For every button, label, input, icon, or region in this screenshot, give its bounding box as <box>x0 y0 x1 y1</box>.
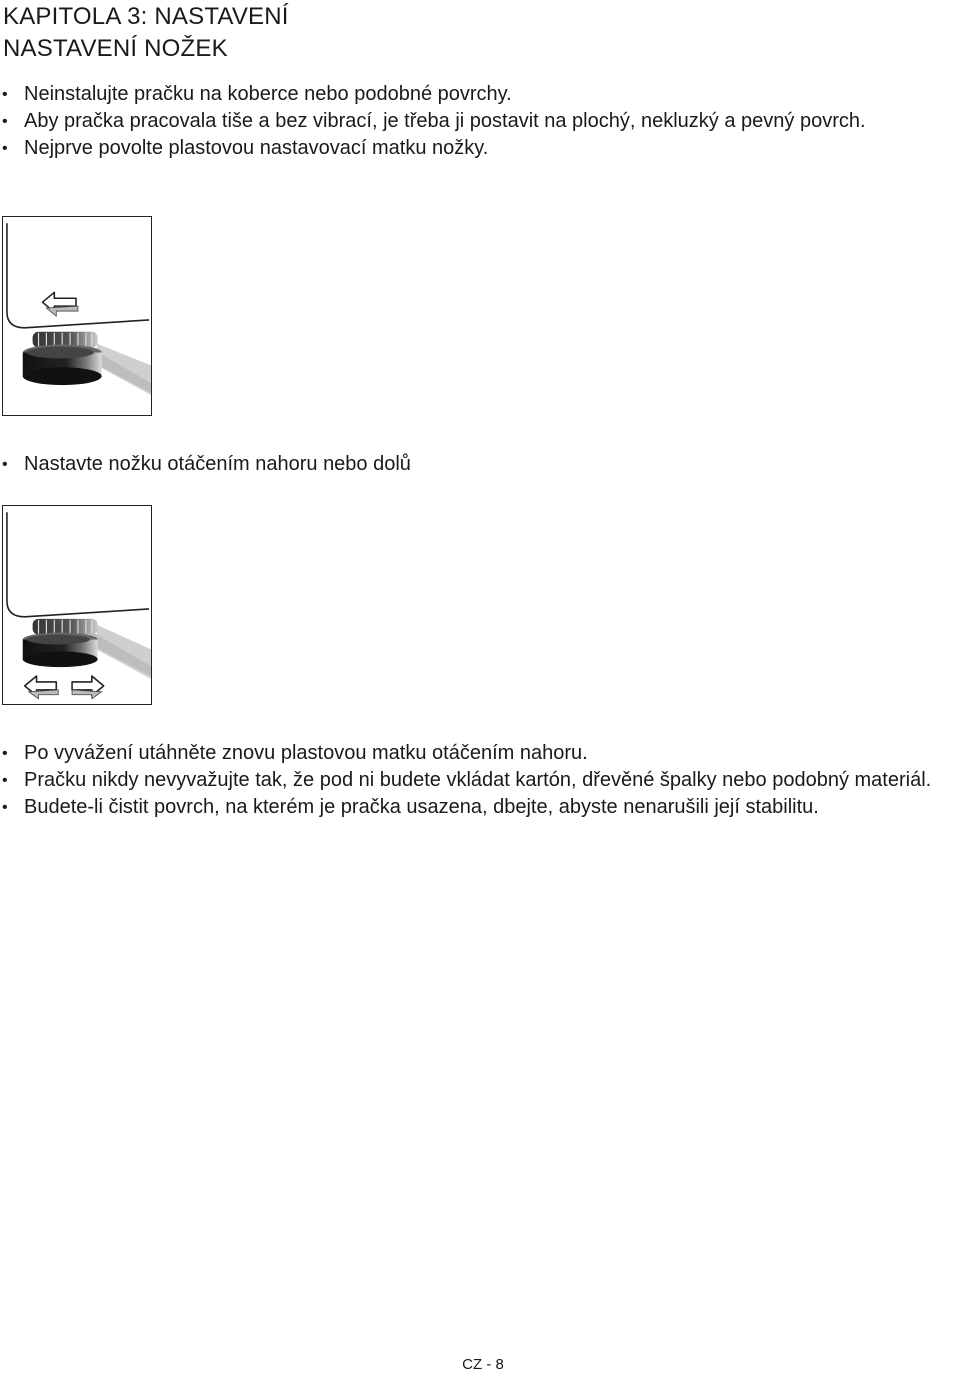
figure-loosen-nut <box>2 216 152 416</box>
list-item: • Neinstalujte pračku na koberce nebo podobné povrchy. <box>0 81 960 108</box>
list-item: • Nejprve povolte plastovou nastavovací matku nožky. <box>0 135 960 162</box>
page-number <box>0 1356 960 1373</box>
bullet-list-intro <box>0 81 960 162</box>
list-item: • Po vyvážení utáhněte znovu plastovou matku otáčením nahoru. <box>0 740 960 767</box>
list-item: • Pračku nikdy nevyvažujte tak, že pod ni budete vkládat kartón, dřevěné špalky nebo podobný materiál. <box>0 767 960 794</box>
list-item: • Aby pračka pracovala tiše a bez vibrací, je třeba ji postavit na plochý, nekluzký a pevný povrch. <box>0 108 960 135</box>
section-title: NASTAVENÍ NOŽEK <box>3 35 228 62</box>
foot-loosen-nut-illustration <box>3 217 151 415</box>
bullet-list-middle <box>0 451 960 478</box>
list-item: • Nastavte nožku otáčením nahoru nebo dolů <box>0 451 960 478</box>
page-number-text: CZ - 8 <box>462 1356 504 1373</box>
chapter-title: KAPITOLA 3: NASTAVENÍ <box>3 3 289 30</box>
foot-adjust-height-illustration <box>3 506 151 704</box>
figure-adjust-foot <box>2 505 152 705</box>
list-item: • Budete-li čistit povrch, na kterém je pračka usazena, dbejte, abyste nenarušili její stabilitu. <box>0 794 960 821</box>
bullet-list-end <box>0 740 960 821</box>
